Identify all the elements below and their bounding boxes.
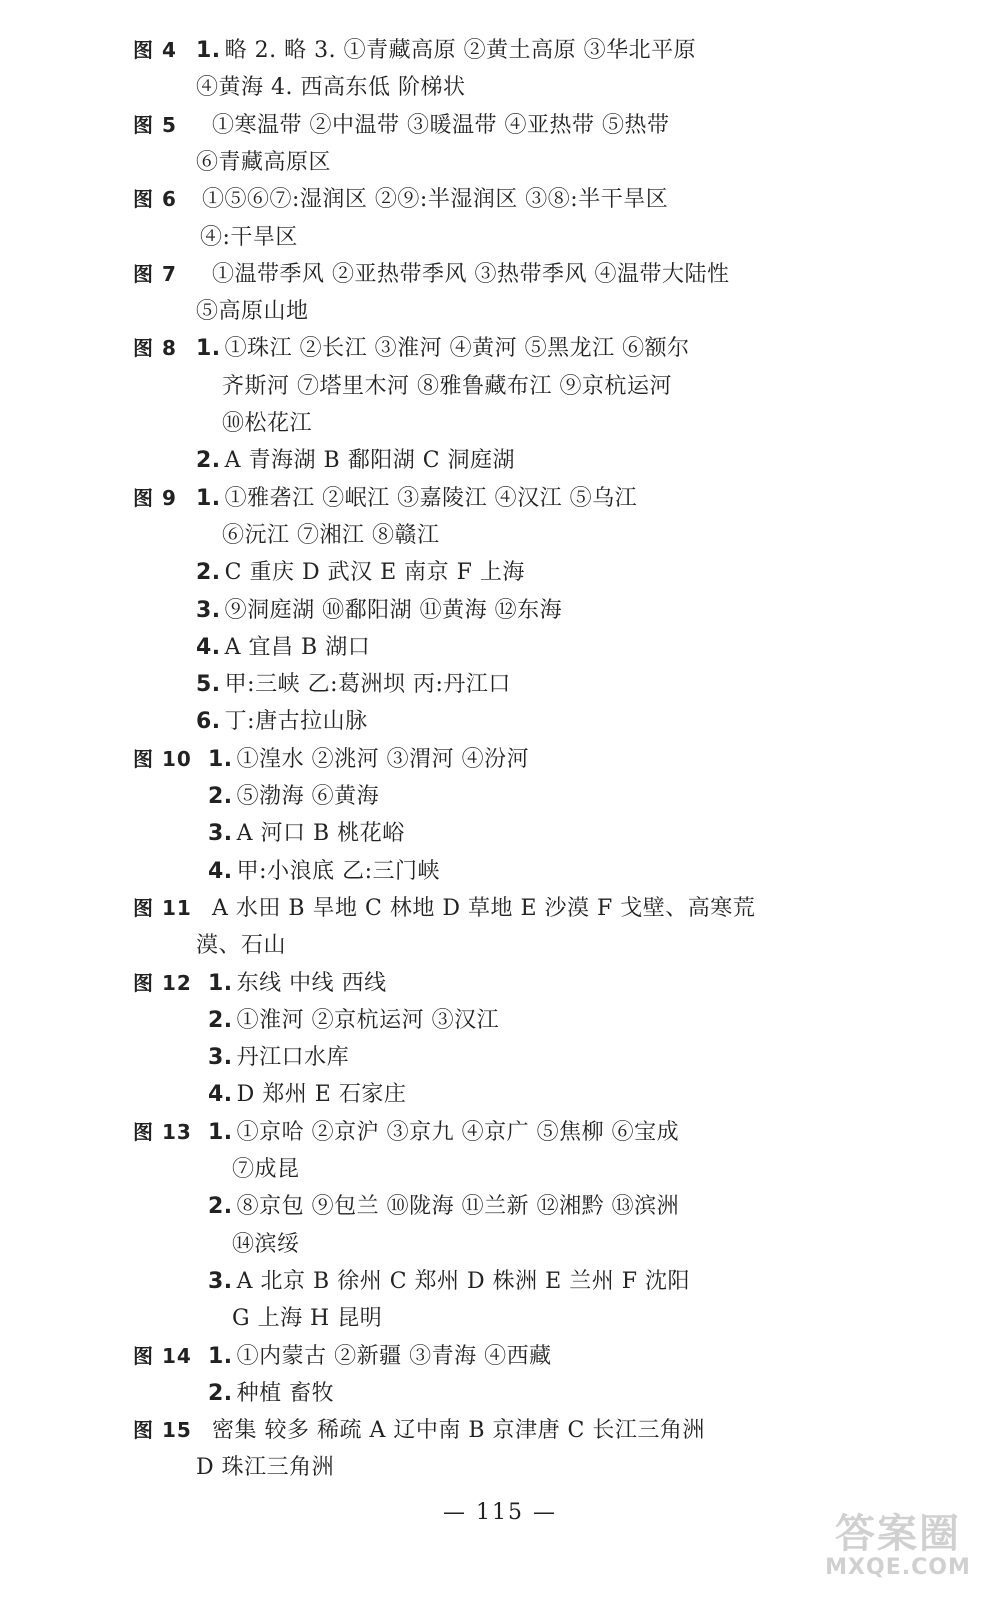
item-number: 4. bbox=[208, 858, 233, 884]
answer-line bbox=[222, 368, 672, 406]
item-number: 1. bbox=[196, 485, 221, 511]
page-number: — 115 — bbox=[443, 1500, 557, 1525]
answer-text: ⑥沅江 ⑦湘江 ⑧赣江 bbox=[222, 522, 440, 548]
figure-label: 图 5 bbox=[133, 112, 177, 137]
answer-line bbox=[208, 815, 405, 853]
answer-line bbox=[208, 1114, 679, 1152]
answer-text: ①京哈 ②京沪 ③京九 ④京广 ⑤焦柳 ⑥宝成 bbox=[236, 1119, 680, 1145]
figure-label: 图 10 bbox=[133, 746, 192, 771]
answer-line bbox=[212, 256, 729, 294]
answer-line bbox=[222, 405, 312, 443]
item-number: 3. bbox=[208, 821, 233, 847]
answer-text: 东线 中线 西线 bbox=[236, 970, 387, 996]
answer-line bbox=[208, 778, 379, 816]
answer-line bbox=[208, 1076, 406, 1114]
answer-line bbox=[196, 32, 696, 70]
item-number: 1. bbox=[208, 970, 233, 996]
answer-line bbox=[196, 69, 465, 107]
figure-label: 图 13 bbox=[133, 1119, 192, 1144]
figure-label: 图 14 bbox=[133, 1343, 192, 1368]
answer-text: D 郑州 E 石家庄 bbox=[236, 1082, 407, 1108]
answer-text: 丁:唐古拉山脉 bbox=[224, 709, 368, 735]
answer-line bbox=[212, 890, 755, 928]
figure-label: 图 9 bbox=[133, 485, 177, 510]
answer-text: ①内蒙古 ②新疆 ③青海 ④西藏 bbox=[236, 1343, 552, 1369]
answer-text: ⑭滨绥 bbox=[232, 1231, 300, 1257]
item-number: 4. bbox=[196, 634, 221, 660]
answer-line bbox=[208, 1263, 690, 1301]
answer-line bbox=[202, 181, 668, 219]
answer-line bbox=[212, 107, 669, 145]
answer-text: ⑨洞庭湖 ⑩鄱阳湖 ⑪黄海 ⑫东海 bbox=[224, 597, 563, 623]
figure-label: 图 15 bbox=[133, 1418, 192, 1443]
answer-text: ⑤渤海 ⑥黄海 bbox=[236, 784, 380, 809]
answer-line bbox=[196, 554, 525, 592]
answer-line bbox=[196, 330, 690, 368]
item-number: 3. bbox=[208, 1268, 233, 1294]
item-number: 2. bbox=[196, 560, 221, 586]
answer-text: A 青海湖 B 鄱阳湖 C 洞庭湖 bbox=[224, 448, 516, 474]
watermark-logo bbox=[818, 1512, 978, 1584]
answer-line bbox=[200, 219, 298, 257]
figure-label: 图 8 bbox=[133, 336, 177, 361]
figure-label: 图 4 bbox=[133, 38, 177, 62]
item-number: 1. bbox=[208, 1343, 233, 1369]
answer-text: ⑩松花江 bbox=[222, 411, 313, 436]
answer-line bbox=[208, 741, 529, 779]
item-number: 1. bbox=[208, 1119, 233, 1145]
answer-text: ①雅砻江 ②岷江 ③嘉陵江 ④汉江 ⑤乌江 bbox=[224, 485, 638, 511]
answer-line bbox=[232, 1300, 382, 1338]
answer-text: ①温带季风 ②亚热带季风 ③热带季风 ④温带大陆性 bbox=[212, 261, 730, 287]
answer-line bbox=[196, 144, 331, 182]
answer-line bbox=[232, 1226, 300, 1264]
answer-text: ①寒温带 ②中温带 ③暖温带 ④亚热带 ⑤热带 bbox=[212, 112, 670, 138]
answer-line bbox=[196, 293, 309, 331]
answer-line bbox=[196, 666, 511, 704]
answer-text: 甲:三峡 乙:葛洲坝 丙:丹江口 bbox=[224, 672, 511, 698]
answer-text: ⑦成昆 bbox=[232, 1157, 300, 1182]
item-number: 2. bbox=[208, 1007, 233, 1033]
answer-line bbox=[196, 703, 368, 741]
item-number: 2. bbox=[196, 448, 221, 474]
figure-label: 图 11 bbox=[133, 895, 192, 920]
item-number: 4. bbox=[208, 1082, 233, 1108]
answer-line bbox=[208, 1002, 499, 1040]
item-number: 5. bbox=[196, 672, 221, 698]
answer-line bbox=[196, 927, 286, 965]
answer-line bbox=[208, 1188, 679, 1226]
item-number: 2. bbox=[208, 1194, 233, 1220]
item-number: 3. bbox=[208, 1045, 233, 1071]
answer-text: A 北京 B 徐州 C 郑州 D 株洲 E 兰州 F 沈阳 bbox=[236, 1268, 690, 1294]
answer-text: 漠、石山 bbox=[196, 933, 287, 959]
answer-text: G 上海 H 昆明 bbox=[232, 1306, 383, 1332]
answer-text: 种植 畜牧 bbox=[236, 1380, 335, 1406]
answer-line bbox=[208, 1039, 349, 1077]
answer-text: ⑧京包 ⑨包兰 ⑩陇海 ⑪兰新 ⑫湘黔 ⑬滨洲 bbox=[236, 1194, 680, 1220]
answer-text: 略 2. 略 3. ①青藏高原 ②黄土高原 ③华北平原 bbox=[224, 38, 697, 63]
answer-line bbox=[208, 965, 387, 1003]
answer-text: A 宜昌 B 湖口 bbox=[224, 634, 371, 660]
figure-label: 图 6 bbox=[133, 187, 177, 212]
answer-text: A 水田 B 旱地 C 林地 D 草地 E 沙漠 F 戈壁、高寒荒 bbox=[212, 895, 756, 921]
item-number: 6. bbox=[196, 709, 221, 735]
answer-text: ①湟水 ②洮河 ③渭河 ④汾河 bbox=[236, 746, 530, 772]
item-number: 1. bbox=[196, 38, 221, 63]
figure-label: 图 12 bbox=[133, 970, 192, 995]
answer-text: 密集 较多 稀疏 A 辽中南 B 京津唐 C 长江三角洲 bbox=[212, 1418, 705, 1444]
answer-text: ①淮河 ②京杭运河 ③汉江 bbox=[236, 1007, 500, 1033]
answer-text: 丹江口水库 bbox=[236, 1045, 350, 1071]
answer-text: ⑤高原山地 bbox=[196, 299, 309, 325]
answer-text: ⑥青藏高原区 bbox=[196, 149, 332, 175]
answer-line bbox=[208, 853, 440, 891]
answer-line bbox=[208, 1338, 552, 1376]
answer-line bbox=[196, 1449, 334, 1487]
answer-text: ①珠江 ②长江 ③淮河 ④黄河 ⑤黑龙江 ⑥额尔 bbox=[224, 336, 690, 362]
item-number: 2. bbox=[208, 784, 233, 809]
answer-text: ④黄海 4. 西高东低 阶梯状 bbox=[196, 75, 466, 101]
item-number: 2. bbox=[208, 1380, 233, 1406]
answer-text: D 珠江三角洲 bbox=[196, 1455, 335, 1481]
figure-label: 图 7 bbox=[133, 261, 177, 286]
answer-text: A 河口 B 桃花峪 bbox=[236, 821, 405, 847]
answer-line bbox=[196, 442, 515, 480]
answer-line bbox=[208, 1375, 334, 1413]
answer-text: 甲:小浪底 乙:三门峡 bbox=[236, 858, 440, 884]
watermark-bottom-text: MXQE.COM bbox=[825, 1555, 971, 1580]
answer-line bbox=[196, 592, 562, 630]
answer-text: C 重庆 D 武汉 E 南京 F 上海 bbox=[224, 560, 525, 586]
answer-text: ①⑤⑥⑦:湿润区 ②⑨:半湿润区 ③⑧:半干旱区 bbox=[202, 187, 669, 213]
answer-line bbox=[222, 517, 440, 555]
answer-text: 齐斯河 ⑦塔里木河 ⑧雅鲁藏布江 ⑨京杭运河 bbox=[222, 373, 672, 399]
item-number: 3. bbox=[196, 597, 221, 623]
watermark-top-text: 答案圈 bbox=[835, 1511, 961, 1557]
item-number: 1. bbox=[196, 336, 221, 362]
answer-line bbox=[196, 480, 637, 518]
answer-line bbox=[196, 629, 370, 667]
answer-line bbox=[232, 1151, 300, 1189]
item-number: 1. bbox=[208, 746, 233, 772]
answer-text: ④:干旱区 bbox=[200, 224, 298, 250]
answer-line bbox=[212, 1412, 705, 1450]
